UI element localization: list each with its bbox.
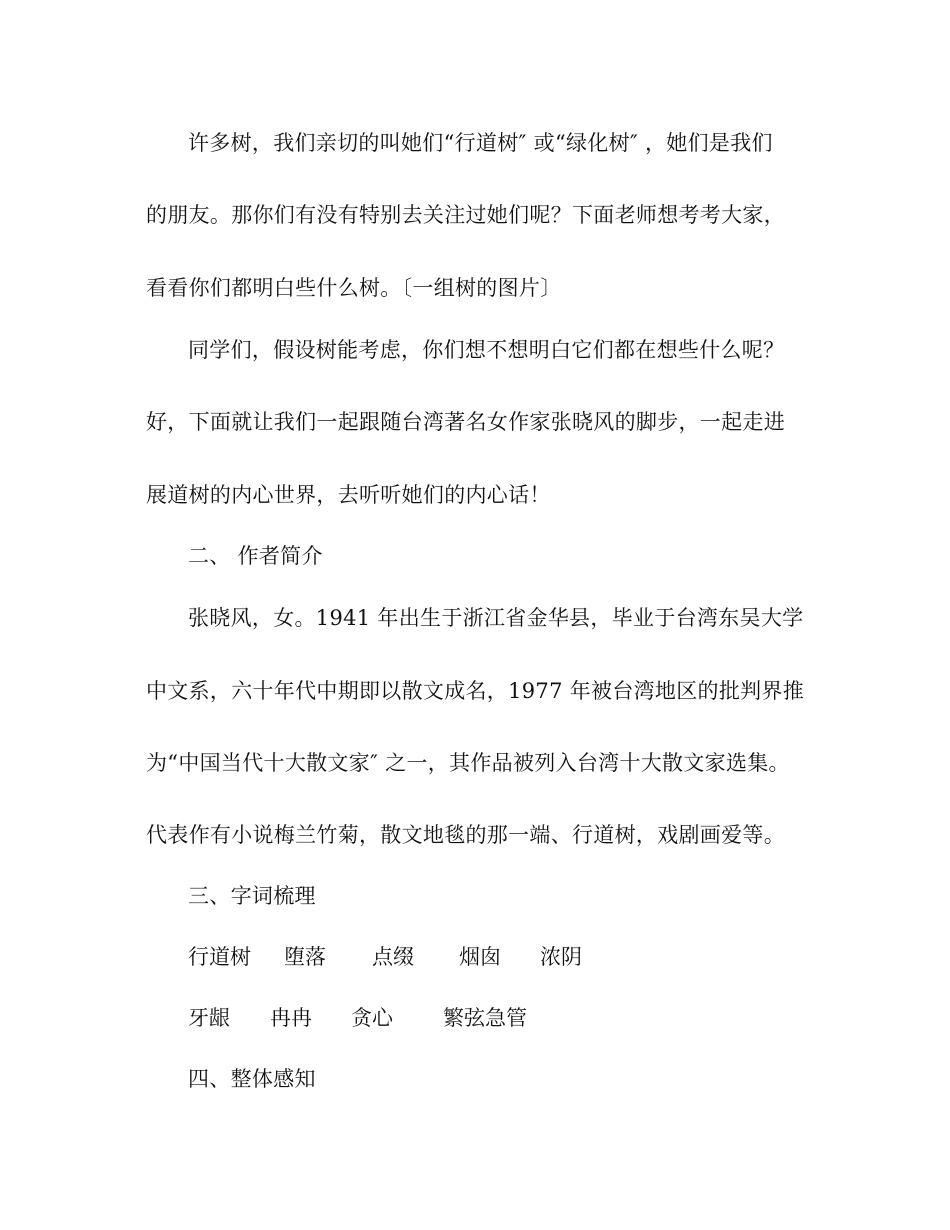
section-heading-author: 二、 作者简介: [188, 544, 323, 568]
paragraph-author-line-3: 为“中国当代十大散文家″ 之一，其作品被列入台湾十大散文家选集。: [146, 751, 790, 775]
paragraph-question-line-2: 好，下面就让我们一起跟随台湾著名女作家张晓风的脚步，一起走进: [146, 410, 785, 434]
vocab-word: 贪心: [351, 1006, 393, 1030]
vocab-word: 牙龈: [188, 1006, 230, 1030]
paragraph-author-line-2: 中文系，六十年代中期即以散文成名，1977 年被台湾地区的批判界推: [146, 679, 805, 703]
section-heading-vocabulary: 三、字词梳理: [188, 884, 316, 908]
vocab-word: 烟囱: [459, 945, 501, 969]
paragraph-intro-line-1: 许多树，我们亲切的叫她们“行道树″ 或“绿化树″ ，她们是我们: [188, 131, 773, 155]
paragraph-question-line-3: 展道树的内心世界，去听听她们的内心话！: [146, 483, 551, 507]
paragraph-intro-line-2: 的朋友。那你们有没有特别去关注过她们呢？下面老师想考考大家，: [146, 203, 785, 227]
paragraph-intro-line-3: 看看你们都明白些什么树。〔一组树的图片〕: [146, 276, 562, 300]
vocab-word: 点缀: [372, 945, 414, 969]
vocab-word: 繁弦急管: [443, 1006, 527, 1030]
paragraph-question-line-1: 同学们，假设树能考虑，你们想不想明白它们都在想些什么呢？: [188, 338, 785, 362]
section-heading-overall: 四、整体感知: [188, 1067, 316, 1091]
paragraph-author-line-4: 代表作有小说梅兰竹菊，散文地毯的那一端、行道树，戏剧画爱等。: [146, 823, 785, 847]
vocab-word: 行道树: [188, 945, 251, 969]
vocab-word: 堕落: [284, 945, 326, 969]
vocab-word: 浓阴: [540, 945, 582, 969]
paragraph-author-line-1: 张晓风，女。1941 年出生于浙江省金华县，毕业于台湾东吴大学: [188, 606, 804, 630]
vocab-word: 冉冉: [270, 1006, 312, 1030]
